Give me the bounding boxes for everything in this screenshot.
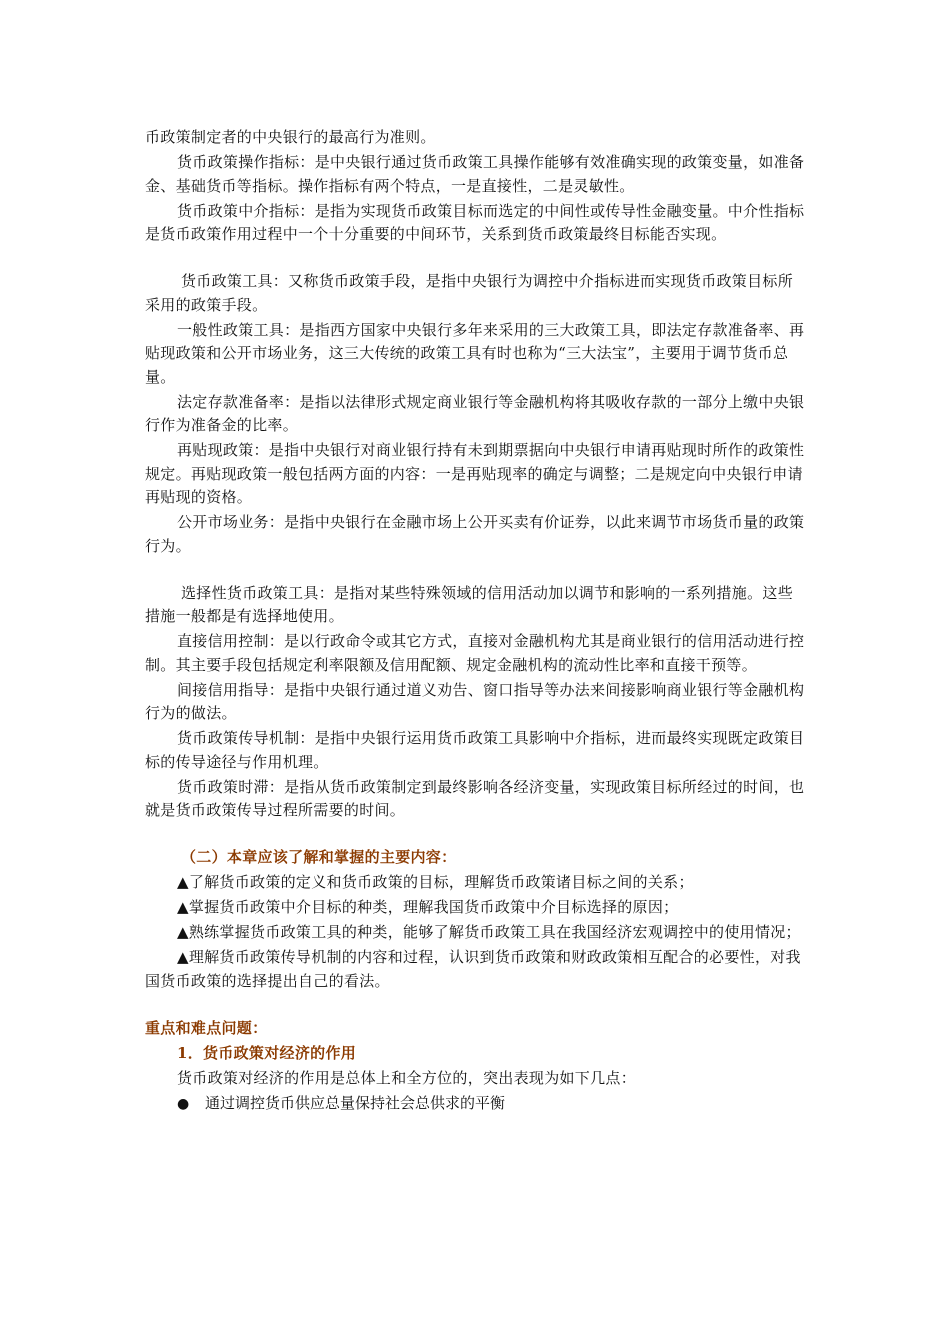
paragraph-transmission: 货币政策传导机制：是指中央银行运用货币政策工具影响中介指标，进而最终实现既定政策目标的传导途径与作用机理。 (145, 729, 805, 771)
spacer (145, 248, 805, 270)
paragraph-direct-credit: 直接信用控制：是以行政命令或其它方式，直接对金融机构尤其是商业银行的信用活动进行控制。其主要手段包括规定利率限额及信用配额、规定金融机构的流动性比率和直接干预等。 (145, 632, 805, 674)
list-item: ▲熟练掌握货币政策工具的种类，能够了解货币政策工具在我国经济宏观调控中的使用情况； (177, 923, 801, 941)
document-page (145, 126, 805, 1116)
list-item: ▲了解货币政策的定义和货币政策的目标，理解货币政策诸目标之间的关系； (177, 873, 694, 891)
paragraph-policy-rule: 币政策制定者的中央银行的最高行为准则。 (145, 128, 436, 146)
bullet-dot-icon: ● (177, 1095, 190, 1112)
paragraph-reserve-ratio: 法定存款准备率：是指以法律形式规定商业银行等金融机构将其吸收存款的一部分上缴中央银行作为准备金的比率。 (145, 392, 805, 434)
paragraph-effect-intro: 货币政策对经济的作用是总体上和全方位的，突出表现为如下几点： (177, 1068, 637, 1087)
section-heading-key-issues: 重点和难点问题： (145, 1018, 268, 1037)
section-heading-key-content: （二）本章应该了解和掌握的主要内容： (181, 848, 457, 866)
bullet-text: 通过调控货币供应总量保持社会总供求的平衡 (205, 1093, 506, 1112)
paragraph-operating-indicator: 货币政策操作指标：是中央银行通过货币政策工具操作能够有效准确实现的政策变量，如准备金、基础货币等指标。操作指标有两个特点，一是直接性，二是灵敏性。 (145, 153, 805, 195)
paragraph-indirect-credit: 间接信用指导：是指中央银行通过道义劝告、窗口指导等办法来间接影响商业银行等金融机构行为的做法。 (145, 680, 805, 722)
list-item: ▲掌握货币政策中介目标的种类，理解我国货币政策中介目标选择的原因； (177, 898, 679, 916)
paragraph-general-tools: 一般性政策工具：是指西方国家中央银行多年来采用的三大政策工具，即法定存款准备率、再贴现政策和公开市场业务，这三大传统的政策工具有时也称为“三大法宝”，主要用于调节货币总量。 (145, 320, 805, 386)
spacer (145, 560, 805, 582)
list-item: ▲理解货币政策传导机制的内容和过程，认识到货币政策和财政政策相互配合的必要性，对我国货币政策的选择提出自己的看法。 (145, 948, 801, 990)
paragraph-open-market: 公开市场业务：是指中央银行在金融市场上公开买卖有价证券，以此来调节市场货币量的政策行为。 (145, 513, 805, 555)
subheading-policy-effect: 1．货币政策对经济的作用 (177, 1043, 357, 1062)
spacer (145, 824, 805, 846)
paragraph-selective-tools: 选择性货币政策工具：是指对某些特殊领域的信用活动加以调节和影响的一系列措施。这些措施一般都是有选择地使用。 (145, 583, 794, 625)
spacer (145, 995, 805, 1017)
paragraph-policy-tools: 货币政策工具：又称货币政策手段，是指中央银行为调控中介指标进而实现货币政策目标所采用的政策手段。 (145, 272, 794, 314)
list-item (145, 1092, 805, 1117)
paragraph-rediscount: 再贴现政策：是指中央银行对商业银行持有未到期票据向中央银行申请再贴现时所作的政策性规定。再贴现政策一般包括两方面的内容：一是再贴现率的确定与调整；二是规定向中央银行申请再贴现的资格。 (145, 441, 805, 506)
paragraph-time-lag: 货币政策时滞：是指从货币政策制定到最终影响各经济变量，实现政策目标所经过的时间，也就是货币政策传导过程所需要的时间。 (145, 777, 805, 819)
paragraph-intermediate-indicator: 货币政策中介指标：是指为实现货币政策目标而选定的中间性或传导性金融变量。中介性指标是货币政策作用过程中一个十分重要的中间环节，关系到货币政策最终目标能否实现。 (145, 201, 805, 243)
